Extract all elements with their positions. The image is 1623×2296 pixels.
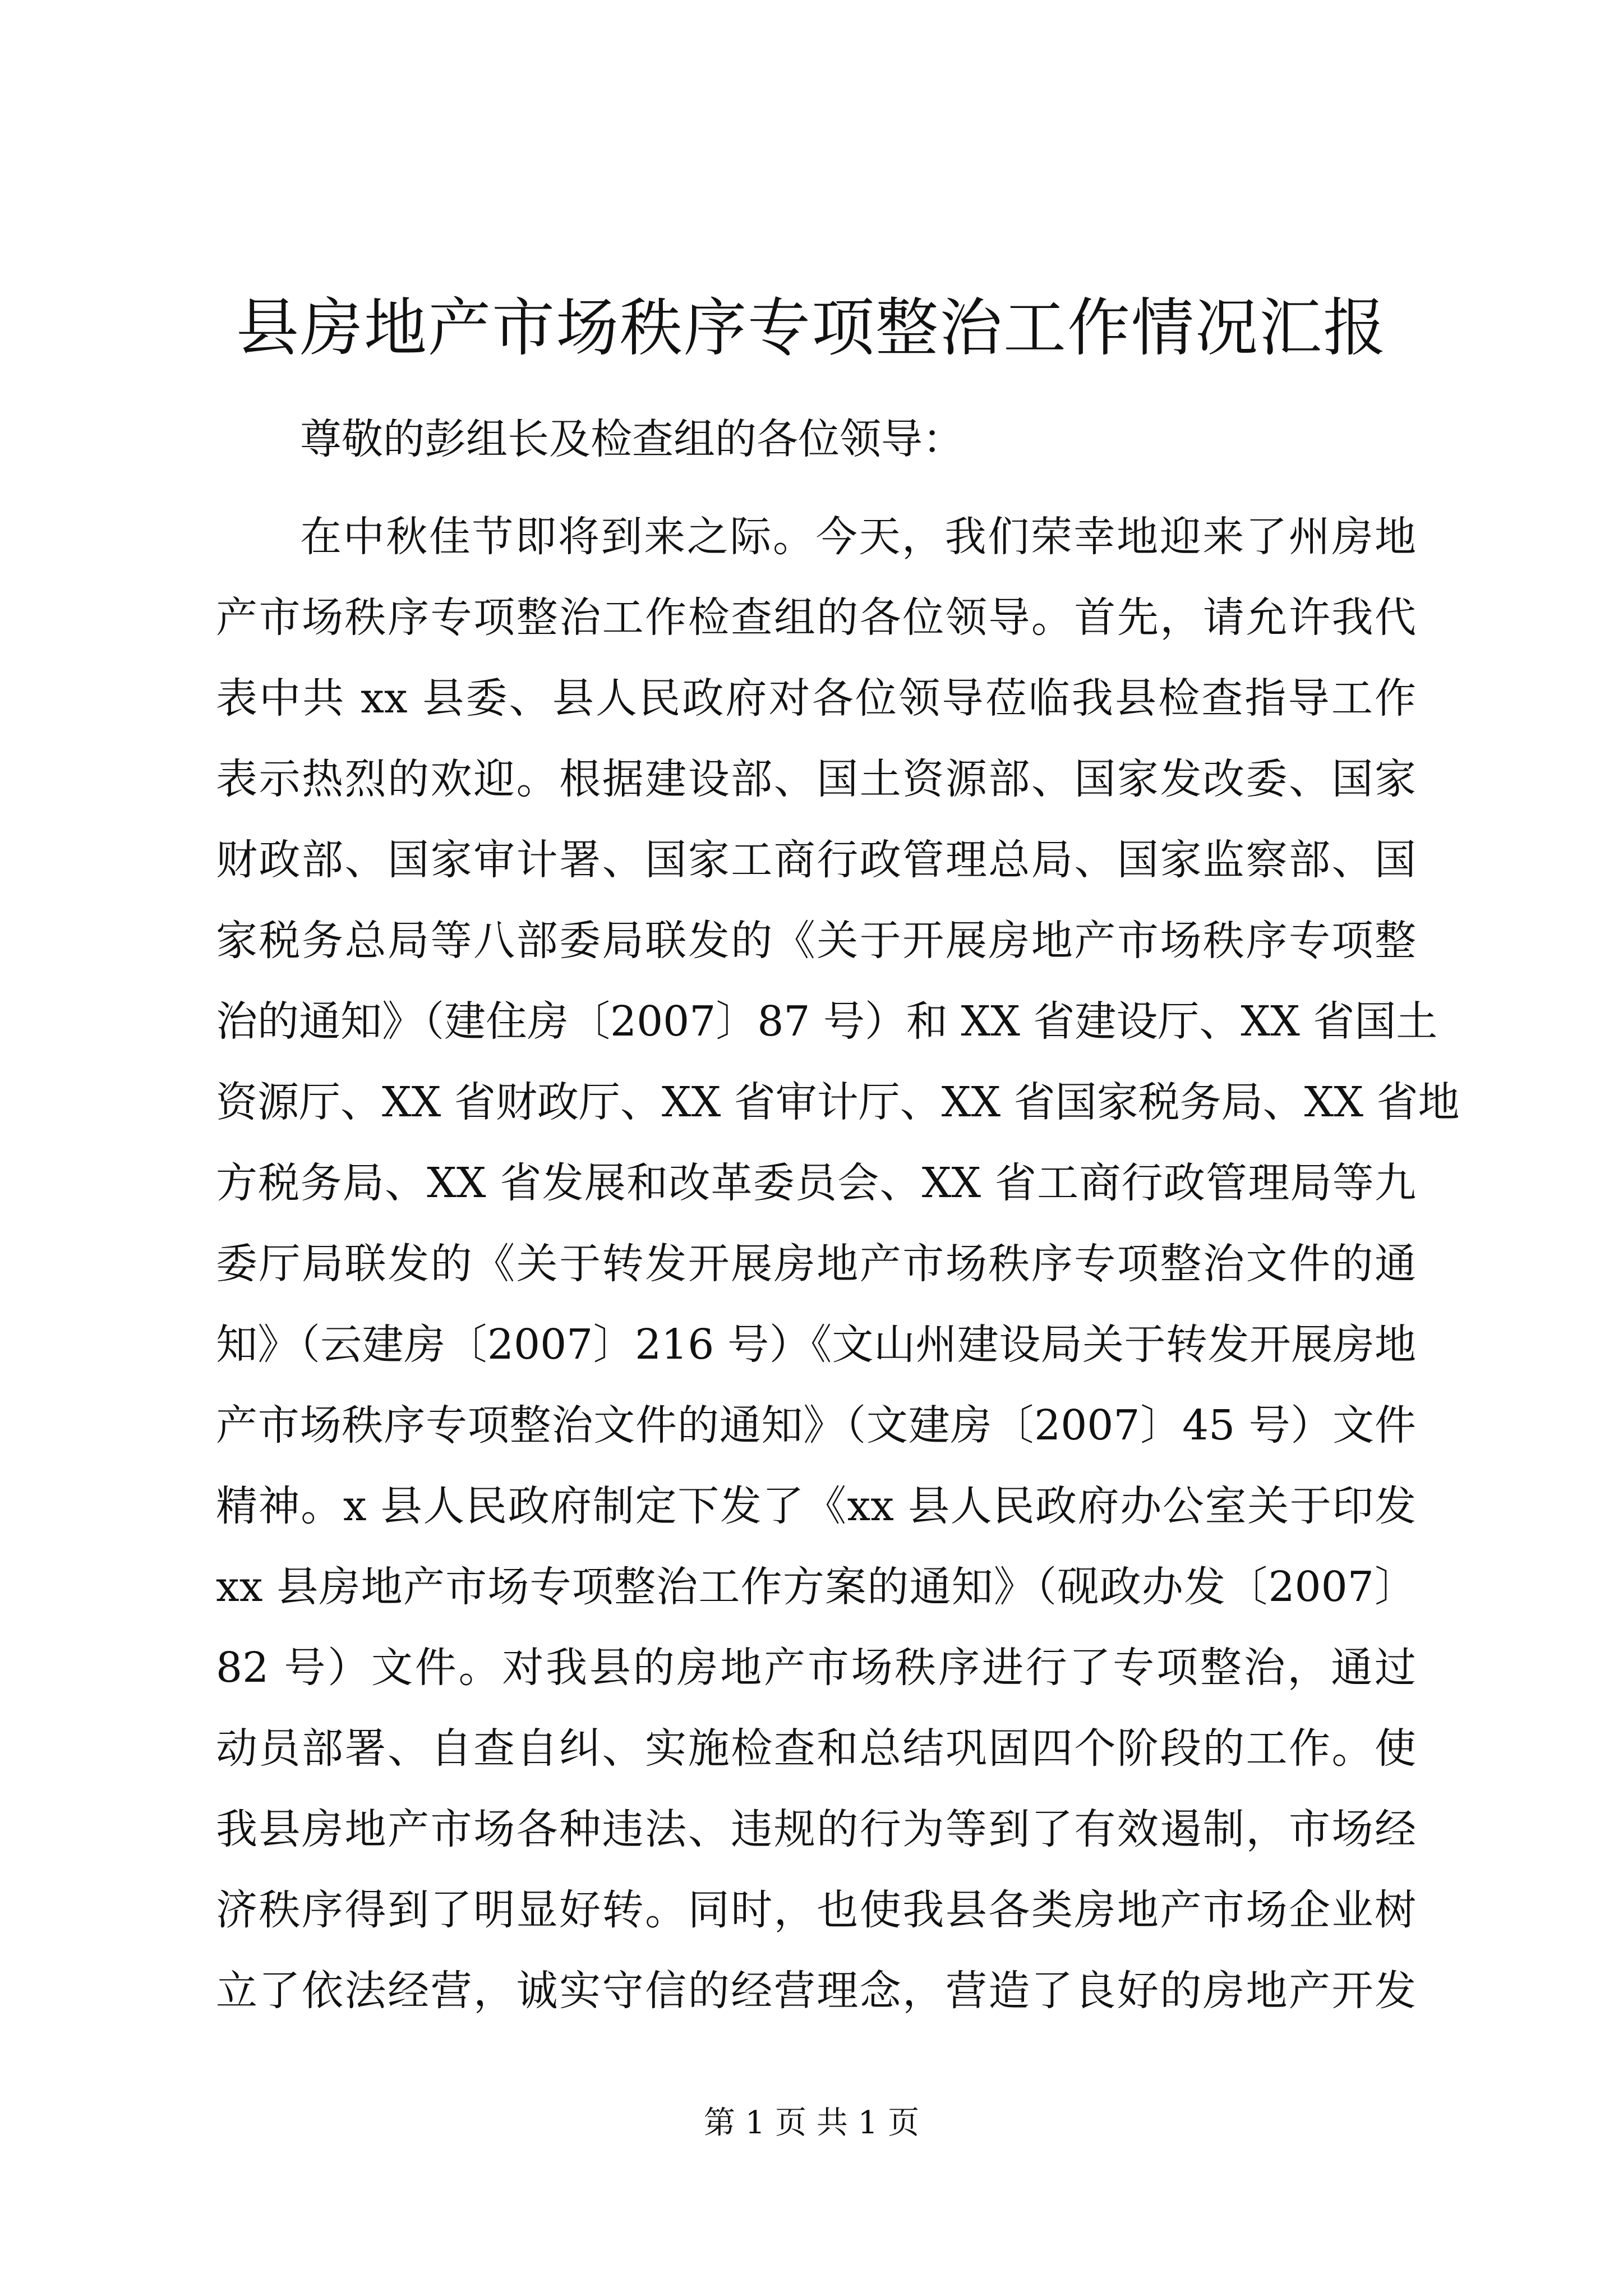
salutation-line: 尊敬的彭组长及检查组的各位领导：	[300, 415, 964, 463]
document-title: 县房地产市场秩序专项整治工作情况汇报	[236, 292, 1387, 365]
paragraph-line: 动员部署、自查自纠、实施检查和总结巩固四个阶段的工作。使	[216, 1724, 1416, 1773]
paragraph-line: 济秩序得到了明显好转。同时，也使我县各类房地产市场企业树	[216, 1886, 1416, 1934]
paragraph-line: 立了依法经营，诚实守信的经营理念，营造了良好的房地产开发	[216, 1967, 1416, 2015]
paragraph-line: 我县房地产市场各种违法、违规的行为等到了有效遏制，市场经	[216, 1805, 1416, 1853]
paragraph-line: 产市场秩序专项整治工作检查组的各位领导。首先，请允许我代	[216, 593, 1416, 642]
paragraph-line: 表中共 xx 县委、县人民政府对各位领导莅临我县检查指导工作	[216, 674, 1416, 723]
paragraph-line: 知》（云建房〔2007〕216 号）《文山州建设局关于转发开展房地	[216, 1320, 1416, 1369]
paragraph-line: 委厅局联发的《关于转发开展房地产市场秩序专项整治文件的通	[216, 1240, 1416, 1288]
paragraph-line: 资源厅、XX 省财政厅、XX 省审计厅、XX 省国家税务局、XX 省地	[216, 1078, 1460, 1126]
page-footer: 第 1 页 共 1 页	[703, 2105, 920, 2141]
paragraph-line: 精神。x 县人民政府制定下发了《xx 县人民政府办公室关于印发	[216, 1482, 1416, 1530]
paragraph-line: 82 号）文件。对我县的房地产市场秩序进行了专项整治，通过	[216, 1644, 1416, 1692]
paragraph-line: 表示热烈的欢迎。根据建设部、国土资源部、国家发改委、国家	[216, 755, 1416, 803]
paragraph-line: 家税务总局等八部委局联发的《关于开展房地产市场秩序专项整	[216, 917, 1416, 965]
paragraph-line: 产市场秩序专项整治文件的通知》（文建房〔2007〕45 号）文件	[216, 1401, 1416, 1450]
paragraph-line: xx 县房地产市场专项整治工作方案的通知》（砚政办发〔2007〕	[216, 1563, 1416, 1611]
paragraph-line: 财政部、国家审计署、国家工商行政管理总局、国家监察部、国	[216, 836, 1416, 884]
paragraph-line: 方税务局、XX 省发展和改革委员会、XX 省工商行政管理局等九	[216, 1159, 1416, 1207]
paragraph-line: 在中秋佳节即将到来之际。今天，我们荣幸地迎来了州房地	[300, 513, 1416, 561]
paragraph-line: 治的通知》（建住房〔2007〕87 号）和 XX 省建设厅、XX 省国土	[216, 997, 1438, 1046]
